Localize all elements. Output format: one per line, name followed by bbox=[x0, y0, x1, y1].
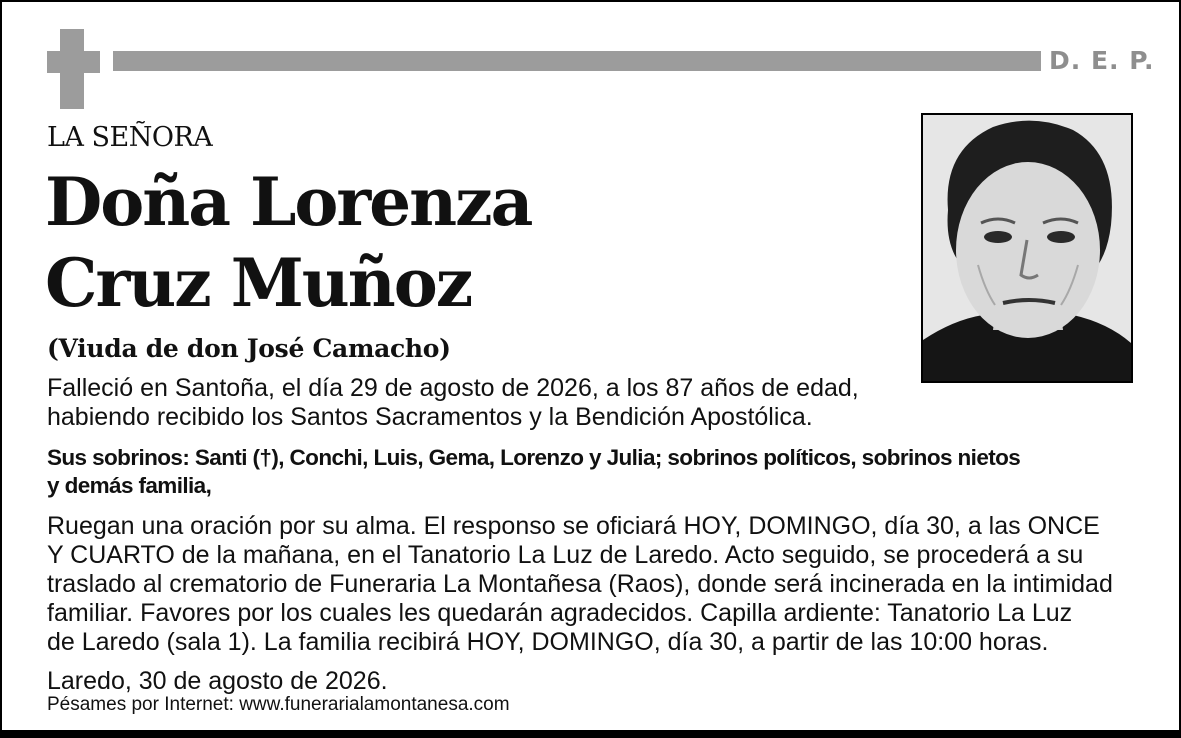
request-line3: traslado al crematorio de Funeraria La Montañesa (Raos), donde será incinerada en la intimidad bbox=[47, 570, 1113, 598]
widow-subtitle: (Viuda de don José Camacho) bbox=[47, 334, 451, 363]
dep-label: D. E. P. bbox=[1049, 46, 1155, 75]
border-top bbox=[0, 0, 1181, 2]
portrait-image bbox=[923, 115, 1131, 381]
death-info-line2: habiendo recibido los Santos Sacramentos y la Bendición Apostólica. bbox=[47, 403, 813, 431]
border-left bbox=[0, 0, 2, 738]
deceased-name-line1: Doña Lorenza bbox=[45, 163, 532, 241]
death-info-line1: Falleció en Santoña, el día 29 de agosto de 2026, a los 87 años de edad, bbox=[47, 374, 859, 402]
place-date: Laredo, 30 de agosto de 2026. bbox=[47, 667, 388, 695]
intro-label: LA SEÑORA bbox=[47, 122, 213, 153]
header-rule bbox=[113, 51, 1041, 71]
request-line5: de Laredo (sala 1). La familia recibirá HOY, DOMINGO, día 30, a partir de las 10:00 horas. bbox=[47, 628, 1049, 656]
deceased-name-line2: Cruz Muñoz bbox=[45, 244, 472, 322]
family-line2: y demás familia, bbox=[47, 473, 212, 498]
family-line1: Sus sobrinos: Santi (†), Conchi, Luis, Gema, Lorenzo y Julia; sobrinos políticos, sobrinos nietos bbox=[47, 445, 1021, 470]
request-line2: Y CUARTO de la mañana, en el Tanatorio La Luz de Laredo. Acto seguido, se procederá a su bbox=[47, 541, 1084, 569]
condolences-link[interactable]: Pésames por Internet: www.funerarialamontanesa.com bbox=[47, 694, 510, 715]
request-line1: Ruegan una oración por su alma. El responso se oficiará HOY, DOMINGO, día 30, a las ONCE bbox=[47, 512, 1100, 540]
cross-icon bbox=[47, 29, 100, 109]
border-bottom bbox=[0, 730, 1181, 738]
request-line4: familiar. Favores por los cuales les quedarán agradecidos. Capilla ardiente: Tanatorio La Luz bbox=[47, 599, 1073, 627]
portrait-photo bbox=[921, 113, 1133, 383]
